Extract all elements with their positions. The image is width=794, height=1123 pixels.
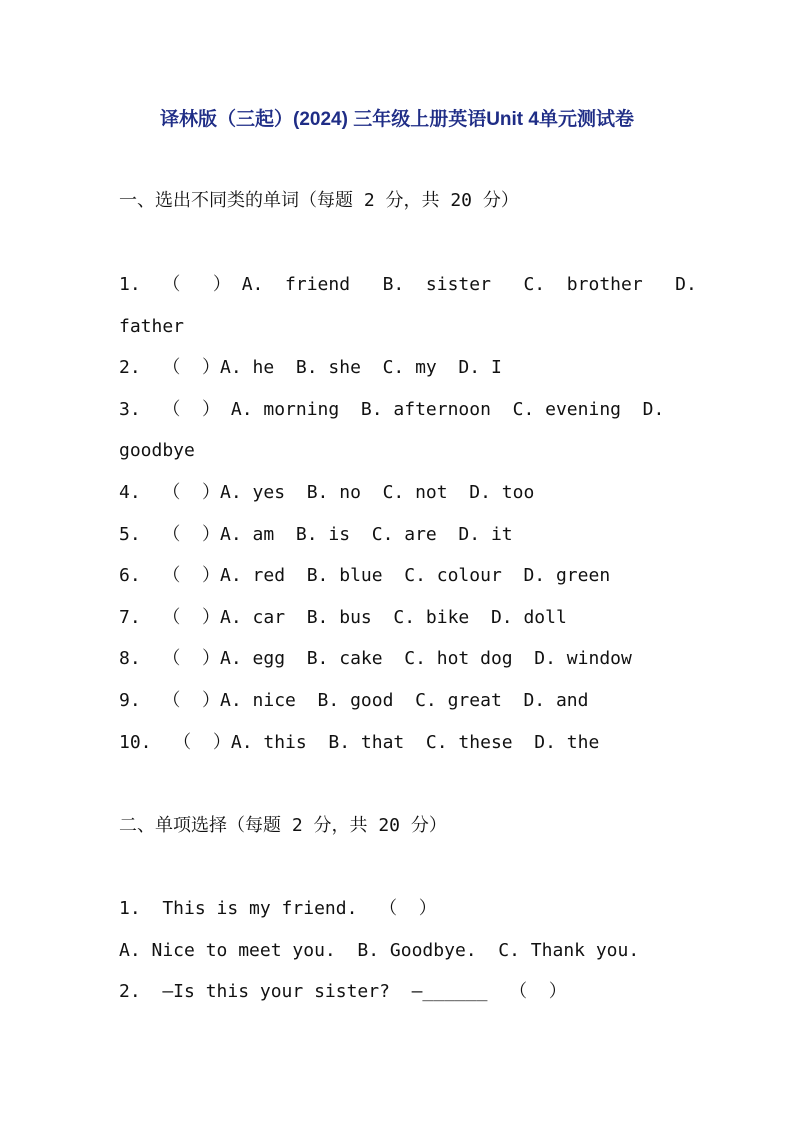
question-line: 10. （ ）A. this B. that C. these D. the — [119, 732, 600, 753]
question-line: 1. This is my friend. （ ） — [119, 898, 437, 919]
question-line: 7. （ ）A. car B. bus C. bike D. doll — [119, 607, 567, 628]
question-line: 6. （ ）A. red B. blue C. colour D. green — [119, 565, 611, 586]
question-line: 2. —Is this your sister? —______ （ ） — [119, 981, 567, 1002]
question-line: 1. （ ） A. friend B. sister C. brother D. — [119, 274, 697, 295]
page-title: 译林版（三起）(2024) 三年级上册英语Unit 4单元测试卷 — [160, 109, 634, 130]
question-line: father — [119, 316, 185, 337]
question-line: 3. （ ） A. morning B. afternoon C. evening D. — [119, 399, 665, 420]
question-line: 5. （ ）A. am B. is C. are D. it — [119, 524, 513, 545]
question-line: 8. （ ）A. egg B. cake C. hot dog D. window — [119, 648, 632, 669]
question-line: 4. （ ）A. yes B. no C. not D. too — [119, 482, 535, 503]
section-1-heading: 一、选出不同类的单词（每题 2 分，共 20 分） — [119, 190, 519, 211]
question-line: 9. （ ）A. nice B. good C. great D. and — [119, 690, 589, 711]
question-line: goodbye — [119, 440, 195, 461]
question-line: A. Nice to meet you. B. Goodbye. C. Thank you. — [119, 940, 640, 961]
question-line: 2. （ ）A. he B. she C. my D. I — [119, 357, 502, 378]
section-2-heading: 二、单项选择（每题 2 分，共 20 分） — [119, 815, 447, 836]
